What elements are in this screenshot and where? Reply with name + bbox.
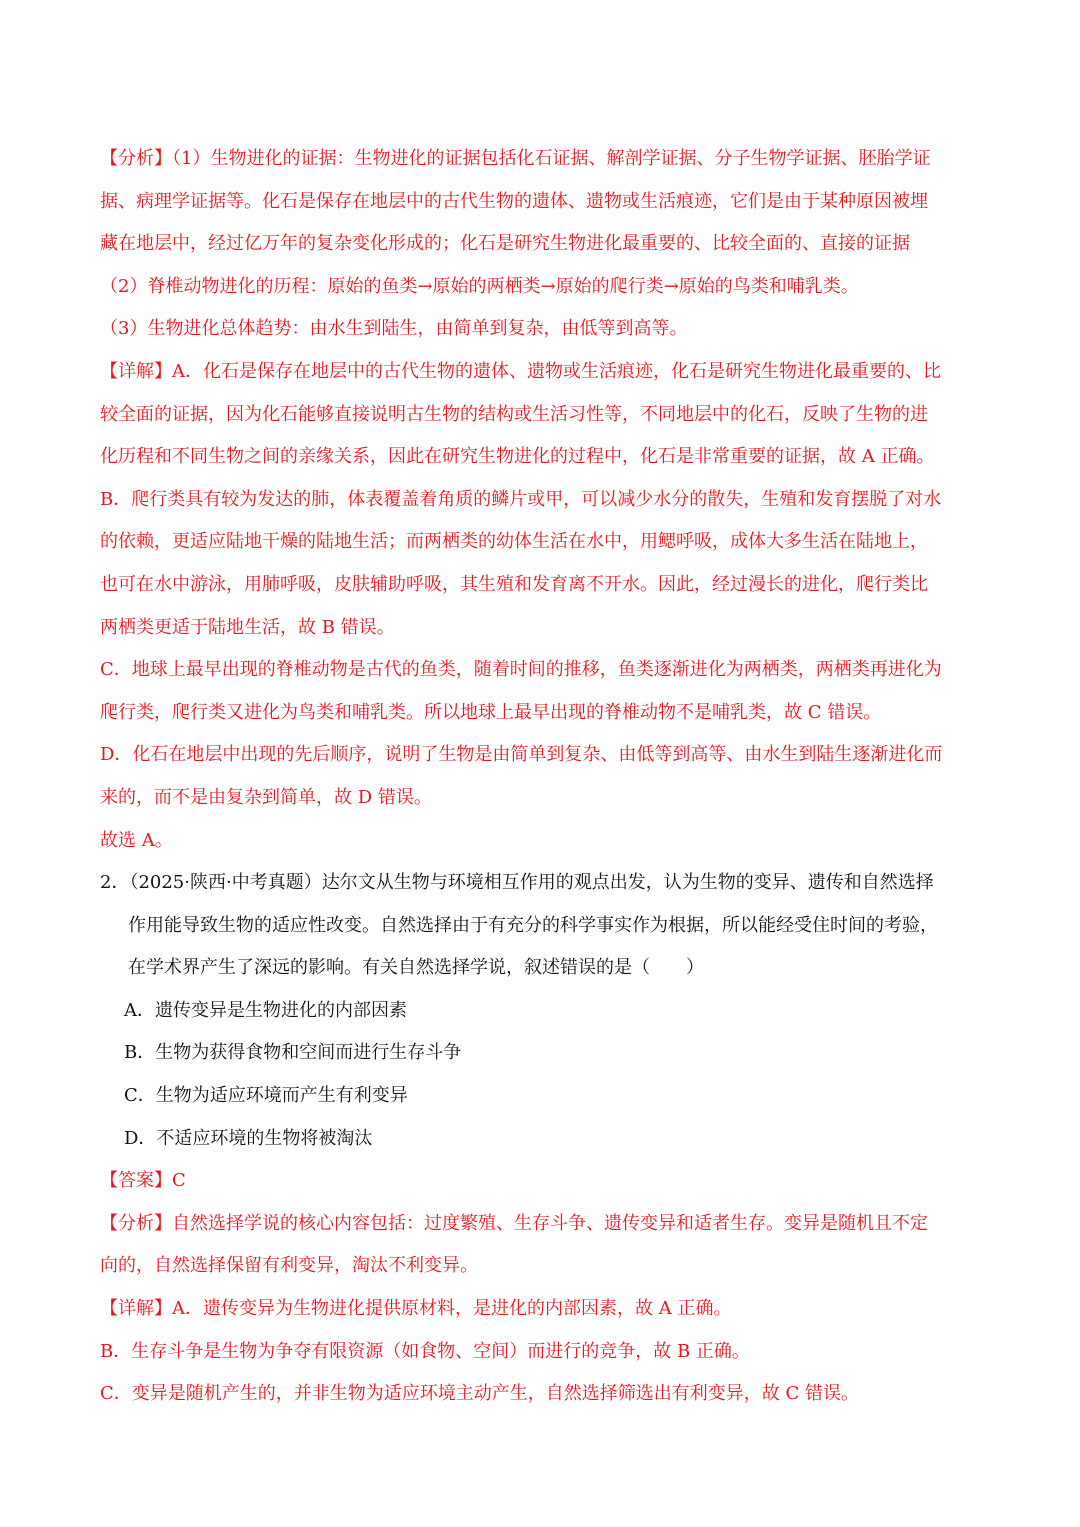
analysis-line: 向的，自然选择保留有利变异，淘汰不利变异。 — [100, 1255, 478, 1277]
detail-a-line: 较全面的证据，因为化石能够直接说明古生物的结构或生活习性等，不同地层中的化石，反映了生物的进 — [100, 403, 928, 425]
question-2 — [100, 862, 984, 1160]
detail-b-line: 也可在水中游泳，用肺呼吸，皮肤辅助呼吸，其生殖和发育离不开水。因此，经过漫长的进化，爬行类比 — [100, 573, 928, 595]
answer-line: 【答案】C — [100, 1170, 186, 1192]
option-b: B．生物为获得食物和空间而进行生存斗争 — [124, 1042, 462, 1064]
analysis-line: （3）生物进化总体趋势：由水生到陆生，由简单到复杂，由低等到高等。 — [100, 318, 688, 340]
detail-b-line: 的依赖，更适应陆地干燥的陆地生活；而两栖类的幼体生活在水中，用鳃呼吸，成体大多生活在陆地上， — [100, 531, 928, 553]
conclusion-line: 故选 A。 — [100, 829, 173, 851]
analysis-section-q1 — [100, 138, 984, 351]
analysis-line: 藏在地层中，经过亿万年的复杂变化形成的；化石是研究生物进化最重要的、比较全面的、直接的证据 — [100, 233, 910, 255]
option-a: A．遗传变异是生物进化的内部因素 — [124, 999, 407, 1021]
detail-d-line: 来的，而不是由复杂到简单，故 D 错误。 — [100, 786, 432, 808]
analysis-line: 【分析】（1）生物进化的证据：生物进化的证据包括化石证据、解剖学证据、分子生物学证据、胚胎学证 — [100, 148, 931, 169]
question-number: 2． — [100, 872, 130, 894]
question-stem-text: （2025·陕西·中考真题）达尔文从生物与环境相互作用的观点出发，认为生物的变异、遗传和自然选择 — [129, 872, 934, 894]
detail-c-line: 爬行类，爬行类又进化为鸟类和哺乳类。所以地球上最早出现的脊椎动物不是哺乳类，故 C 错误。 — [100, 701, 882, 723]
analysis-line: 【分析】自然选择学说的核心内容包括：过度繁殖、生存斗争、遗传变异和适者生存。变异是随机且不定 — [100, 1212, 928, 1234]
option-c: C．生物为适应环境而产生有利变异 — [124, 1085, 408, 1107]
option-d: D．不适应环境的生物将被淘汰 — [124, 1127, 373, 1149]
question-stem-line: 作用能导致生物的适应性改变。自然选择由于有充分的科学事实作为根据，所以能经受住时间的考验， — [128, 914, 938, 936]
detail-d-line: D．化石在地层中出现的先后顺序，说明了生物是由简单到复杂、由低等到高等、由水生到陆生逐渐进化而 — [100, 744, 943, 766]
answer-section-q2 — [100, 1160, 984, 1416]
detail-section-q1 — [100, 351, 984, 862]
detail-a-line: 化历程和不同生物之间的亲缘关系，因此在研究生物进化的过程中，化石是非常重要的证据，故 A 正确。 — [100, 446, 935, 468]
detail-line: 【详解】A．遗传变异为生物进化提供原材料，是进化的内部因素，故 A 正确。 — [100, 1298, 732, 1320]
question-stem-line: 在学术界产生了深远的影响。有关自然选择学说，叙述错误的是（ ） — [128, 957, 704, 979]
question-stem-line — [100, 862, 984, 905]
detail-c-line: C．地球上最早出现的脊椎动物是古代的鱼类，随着时间的推移，鱼类逐渐进化为两栖类，两栖类再进化为 — [100, 659, 942, 681]
detail-line: C．变异是随机产生的，并非生物为适应环境主动产生，自然选择筛选出有利变异，故 C 错误。 — [100, 1383, 859, 1405]
analysis-line: （2）脊椎动物进化的历程：原始的鱼类→原始的两栖类→原始的爬行类→原始的鸟类和哺乳类。 — [100, 275, 859, 297]
document-page — [100, 138, 984, 1416]
detail-a-line: 【详解】A．化石是保存在地层中的古代生物的遗体、遗物或生活痕迹，化石是研究生物进化最重要的、比 — [100, 360, 941, 382]
analysis-line: 据、病理学证据等。化石是保存在地层中的古代生物的遗体、遗物或生活痕迹，它们是由于某种原因被埋 — [100, 190, 928, 212]
detail-b-line: B．爬行类具有较为发达的肺，体表覆盖着角质的鳞片或甲，可以减少水分的散失，生殖和发育摆脱了对水 — [100, 488, 942, 510]
detail-b-line: 两栖类更适于陆地生活，故 B 错误。 — [100, 616, 395, 638]
detail-line: B．生存斗争是生物为争夺有限资源（如食物、空间）而进行的竞争，故 B 正确。 — [100, 1340, 750, 1362]
